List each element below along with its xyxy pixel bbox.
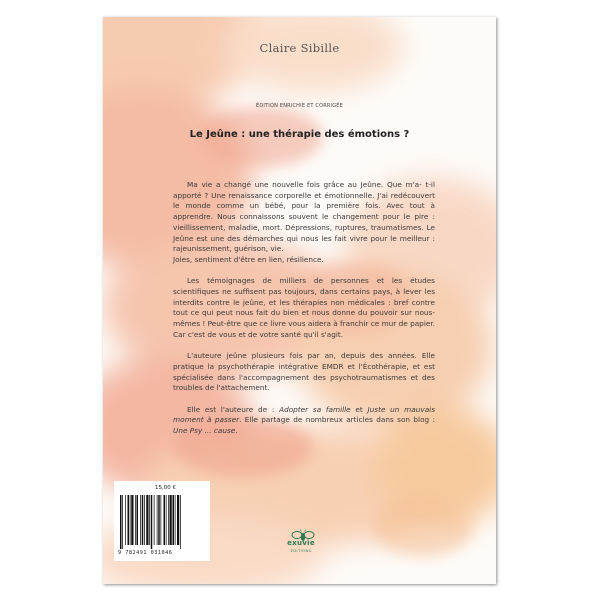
barcode-bar	[144, 495, 145, 545]
isbn-barcode	[118, 495, 206, 549]
book-reference: Juste un mauvais moment à passer	[173, 404, 436, 425]
barcode-bar	[142, 495, 144, 545]
publisher-name: exuvie	[287, 539, 315, 547]
barcode-bar	[149, 495, 150, 545]
blurb-paragraph-2: Les témoignages de milliers de personnes et les études scientifiques ne suffisent pas toujours, dans certains pays, à lever les interdits contre le jeûne, et les thérapies non médicales : bref contre tout ce qui peut nous fait du bien et nous donne du pouvoir sur nous-mêmes ! Peut-être que ce livre vous aidera à franchir ce mur de papier. Car c'est de vous et de votre santé qu'il s'agit.	[173, 276, 436, 339]
edition-note: ÉDITION ENRICHIE ET CORRIGÉE	[255, 103, 344, 109]
blurb-text	[173, 180, 435, 448]
barcode-bar	[168, 495, 169, 545]
barcode-bar	[122, 495, 123, 549]
barcode-bar	[175, 495, 176, 545]
barcode-bar	[131, 495, 133, 545]
author-name: Claire Sibille	[259, 41, 340, 55]
barcode-bar	[140, 495, 141, 545]
barcode-bar	[166, 495, 167, 545]
blurb-paragraph-4: Elle est l'auteure de : Adopter sa famille et Juste un mauvais moment à passer. Elle partage de nombreux articles dans son blog : Une Psy ... cause.	[173, 404, 436, 436]
barcode-bar	[128, 495, 130, 545]
isbn-number: 9 782491 031046	[118, 550, 173, 556]
barcode-bar	[125, 495, 126, 545]
book-title: Le Jeûne : une thérapie des émotions ?	[189, 129, 410, 140]
barcode-bar	[157, 495, 158, 545]
cover-content	[103, 17, 496, 584]
blurb-paragraph-1: Ma vie a changé une nouvelle fois grâce au Jeûne. Que m'a- t-il apporté ? Une renaissance corporelle et émotionnelle. J'ai redécouvert le monde comme un bébé, pour la première fois. Avec tout à apprendre. Nous connaissons souvent le changement pour le pire : vieillissement, maladie, mort. Dépressions, ruptures, traumatismes. Le Jeûne est une des démarches qui nous les fait vivre pour le meilleur : rajeunissement, guérison, vie. Joies, sentiment d'être en lien, résilience.	[173, 180, 436, 264]
publisher-subtitle: ÉDITIONS	[290, 549, 312, 553]
price-label: 15,00 €	[155, 485, 176, 491]
barcode-bar	[154, 495, 155, 545]
barcode-bar	[151, 495, 153, 549]
book-reference: Adopter sa famille	[279, 404, 351, 414]
barcode-bar	[173, 495, 175, 545]
barcode-bar	[135, 495, 136, 545]
barcode-bar	[180, 495, 181, 549]
barcode-bar	[130, 495, 131, 545]
blurb-paragraph-3: L'auteure jeûne plusieurs fois par an, depuis des années. Elle pratique la psychothérapie intégrative EMDR et l'Écothérapie, et est spécialisée dans l'accompagnement des psychotraumatismes et des troubles de l'attachement.	[173, 351, 435, 393]
barcode-bar	[120, 495, 122, 549]
barcode-bar	[164, 495, 166, 545]
book-back-cover	[103, 17, 496, 584]
barcode-bar	[158, 495, 160, 545]
barcode-bar	[146, 495, 148, 545]
barcode-bar	[170, 495, 172, 545]
barcode-bar	[177, 495, 179, 545]
barcode-bar	[137, 495, 139, 545]
blog-name: Une Psy ... cause	[173, 426, 236, 436]
barcode-bar	[161, 495, 162, 545]
